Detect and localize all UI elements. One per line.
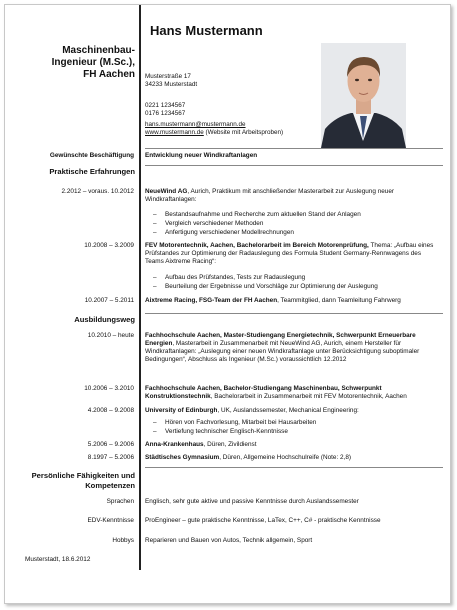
skill-text: Reparieren und Bauen von Autos, Technik allgemein, Sport (145, 537, 313, 544)
phone-block: 0221 1234567 0176 1234567 (145, 102, 186, 117)
experience-entry: FEV Motorentechnik, Aachen, Bachelorarbeit im Bereich Motorenprüfung, Thema: „Aufbau eines Prüfstandes zur Optimierung der Radauslegung des Formula Student Germany-Rennwagens des Teams Aixtreme Racing“: (145, 242, 434, 265)
skill-text: ProEngineer – gute praktische Kenntnisse, LaTex, C++, C# - praktische Kenntnisse (145, 517, 381, 524)
list-item: – Anfertigung verschiedener Modellrechnungen (153, 229, 294, 236)
place-and-date: Musterstadt, 18.6.2012 (25, 556, 91, 563)
goal-label: Gewünschte Beschäftigung (49, 152, 134, 159)
experience-date: 10.2008 – 3.2009 (84, 242, 134, 249)
applicant-photo (321, 43, 406, 148)
skill-text: Englisch, sehr gute aktive und passive Kenntnisse durch Auslandssemester (145, 498, 359, 505)
list-item: – Beurteilung der Ergebnisse und Vorschläge zur Optimierung der Auslegung (153, 283, 378, 290)
email-link[interactable]: hans.mustermann@mustermann.de (145, 121, 246, 128)
list-item: – Hören von Fachvorlesung, Mitarbeit bei Hausarbeiten (153, 419, 317, 426)
skill-label: Hobbys (112, 537, 134, 544)
vertical-divider (139, 5, 141, 570)
education-entry: Fachhochschule Aachen, Master-Studiengang Energietechnik, Schwerpunkt Erneuerbare Energien, Masterarbeit in Zusammenarbeit mit NeueWind AG, Aurich, einem Hersteller für Windkraftanlagen: „Auslegung einer neuen Windkraftanlage unter Berücksichtigung suboptimaler Bedingungen“, Abschluss als Ingenieur (M.Sc.) voraussichtlich 12.2012 (145, 332, 420, 363)
experience-entry: NeueWind AG, Aurich, Praktikum mit anschließender Masterarbeit zur Auslegung neuer Windkraftanlagen: (145, 188, 395, 203)
website-note: (Website mit Arbeitsproben) (203, 128, 284, 136)
online-contact (145, 121, 283, 136)
website-link[interactable]: www.mustermann.de (145, 128, 204, 136)
education-entry: Anna-Krankenhaus, Düren, Zivildienst (145, 441, 257, 448)
goal-text: Entwicklung neuer Windkraftanlagen (145, 152, 258, 159)
education-date: 4.2008 – 9.2008 (87, 407, 134, 414)
section-rule (145, 467, 443, 468)
education-date: 10.2006 – 3.2010 (84, 385, 134, 392)
education-entry: Städtisches Gymnasium, Düren, Allgemeine Hochschulreife (Note: 2,8) (145, 454, 352, 461)
address-block: Musterstraße 17 34233 Musterstadt (145, 73, 198, 88)
experience-date: 2.2012 – voraus. 10.2012 (61, 188, 134, 195)
list-item: – Aufbau des Prüfstandes, Tests zur Radauslegung (153, 274, 306, 281)
education-date: 5.2006 – 9.2006 (87, 441, 134, 448)
skill-label: EDV-Kenntnisse (87, 517, 134, 524)
experience-date: 10.2007 – 5.2011 (84, 297, 134, 304)
section-rule (145, 148, 443, 149)
list-item: – Vertiefung technischer Englisch-Kenntnisse (153, 428, 288, 435)
skills-heading: Persönliche Fähigkeiten und Kompetenzen (31, 471, 135, 490)
section-rule (145, 313, 443, 314)
section-rule (145, 165, 443, 166)
education-heading: Ausbildungsweg (74, 315, 135, 324)
education-entry: Fachhochschule Aachen, Bachelor-Studiengang Maschinenbau, Schwerpunkt Konstruktionstechnik, Bachelorarbeit in Zusammenarbeit mit FEV Motorentechnik, Aachen (145, 385, 407, 400)
skill-label: Sprachen (106, 498, 134, 505)
list-item: – Vergleich verschiedener Methoden (153, 220, 264, 227)
education-date: 10.2010 – heute (87, 332, 134, 339)
education-date: 8.1997 – 5.2006 (87, 454, 134, 461)
applicant-name: Hans Mustermann (150, 23, 263, 38)
cv-page (4, 4, 451, 604)
list-item: – Bestandsaufnahme und Recherche zum aktuellen Stand der Anlagen (153, 211, 361, 218)
education-entry: University of Edinburgh, UK, Auslandssemester, Mechanical Engineering: (145, 407, 359, 414)
professional-title: Maschinenbau- Ingenieur (M.Sc.), FH Aachen (51, 45, 135, 80)
experience-entry: Aixtreme Racing, FSG-Team der FH Aachen, Teammitglied, dann Teamleitung Fahrwerg (145, 297, 401, 304)
experience-heading: Praktische Erfahrungen (49, 167, 135, 176)
